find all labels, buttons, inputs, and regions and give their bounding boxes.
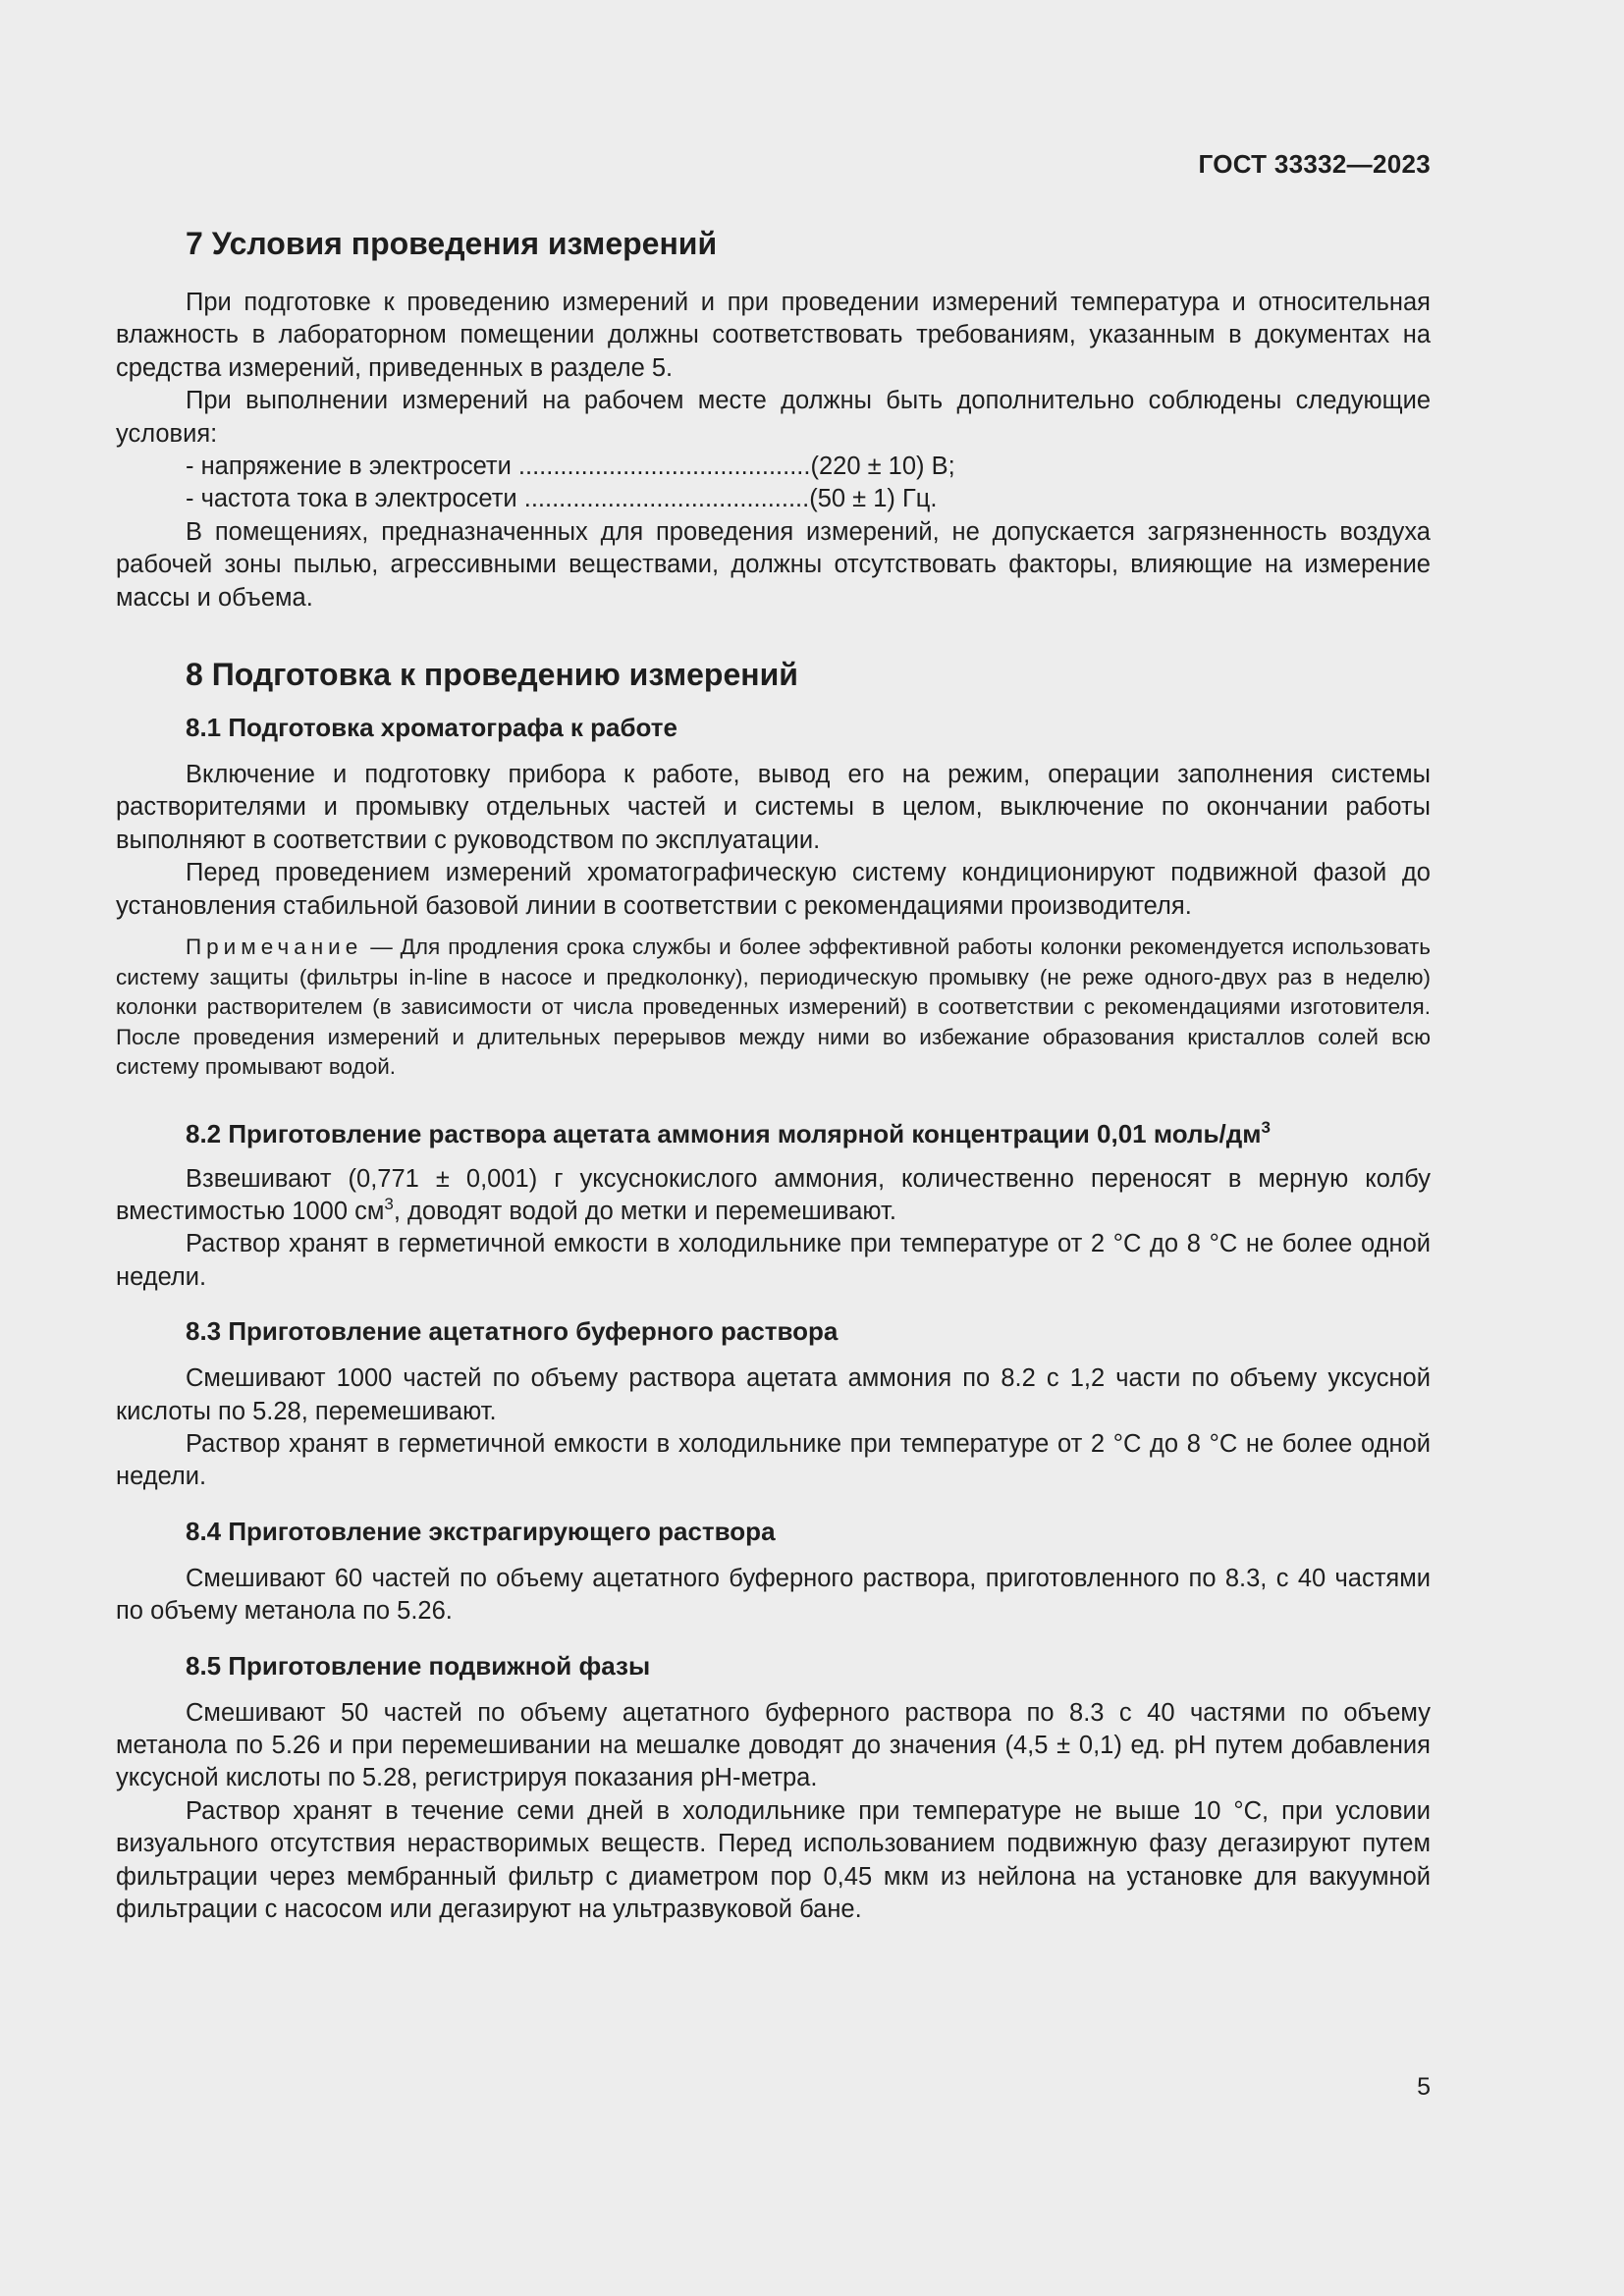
document-id-header: ГОСТ 33332—2023	[1198, 149, 1431, 179]
page-number: 5	[1417, 2073, 1431, 2101]
subsection-8-1-paragraph-1: Включение и подготовку прибора к работе, вывод его на режим, операции заполнения системы растворителями и промывку отдельных частей и системы в целом, выключение по окончании работы выполняют в соответствии с руководством по эксплуатации.	[116, 761, 1431, 854]
section-7-paragraph-2: При выполнении измерений на рабочем месте должны быть дополнительно соблюдены следующие условия:	[116, 387, 1431, 448]
subsection-8-3-paragraph-2: Раствор хранят в герметичной емкости в холодильнике при температуре от 2 °С до 8 °С не более одной недели.	[116, 1430, 1431, 1491]
note-label: Примечание	[186, 934, 363, 960]
subsection-8-2-paragraph-1	[116, 1163, 1431, 1229]
subsection-8-1-paragraph-2: Перед проведением измерений хроматографическую систему кондиционируют подвижной фазой до установления стабильной базовой линии в соответствии с рекомендациями производителя.	[116, 859, 1431, 920]
section-7-paragraph-1: При подготовке к проведению измерений и при проведении измерений температура и относительная влажность в лабораторном помещении должны соответствовать требованиям, указанным в документах на средства измерений, приведенных в разделе 5.	[116, 289, 1431, 382]
subsection-8-2-paragraph-1-part-a: Взвешивают (0,771 ± 0,001) г уксуснокислого аммония, количественно переносят в мерную колбу вместимостью 1000 см	[116, 1164, 1431, 1225]
subsection-8-2-title-text: 8.2 Приготовление раствора ацетата аммония молярной концентрации 0,01 моль/дм	[186, 1118, 1262, 1148]
section-7-paragraph-3: В помещениях, предназначенных для проведения измерений, не допускается загрязненность воздуха рабочей зоны пылью, агрессивными веществами, должны отсутствовать факторы, влияющие на измерение массы и объема.	[116, 517, 1431, 612]
subsection-8-3-paragraph-1: Смешивают 1000 частей по объему раствора ацетата аммония по 8.2 с 1,2 части по объему уксусной кислоты по 5.28, перемешивают.	[116, 1364, 1431, 1425]
subsection-8-1-note	[116, 933, 1431, 1083]
subsection-8-1-title: 8.1 Подготовка хроматографа к работе	[186, 713, 677, 743]
page-content	[116, 222, 1431, 1927]
subsection-8-2-paragraph-1-superscript: 3	[384, 1195, 394, 1213]
subsection-8-4-title: 8.4 Приготовление экстрагирующего раствора	[186, 1516, 776, 1546]
subsection-8-2-title	[116, 1116, 1431, 1151]
condition-voltage: - напряжение в электросети ..........................................(220 ± 10) В;	[186, 453, 955, 481]
subsection-8-2-paragraph-2: Раствор хранят в герметичной емкости в холодильнике при температуре от 2 °С до 8 °С не более одной недели.	[116, 1230, 1431, 1291]
note-text: — Для продления срока службы и более эффективной работы колонки рекомендуется использовать систему защиты (фильтры in-line в насосе и предколонку), периодическую промывку (не реже одного-двух раз в неделю) колонки растворителем (в зависимости от числа проведенных измерений) в соответствии с рекомендациями изготовителя. После проведения измерений и длительных перерывов между ними во избежание образования кристаллов солей всю систему промывают водой.	[116, 934, 1431, 1080]
section-7-title: 7 Условия проведения измерений	[186, 226, 718, 261]
section-8-title: 8 Подготовка к проведению измерений	[186, 657, 798, 693]
subsection-8-2-paragraph-1-part-b: , доводят водой до метки и перемешивают.	[393, 1198, 896, 1225]
subsection-8-2-title-superscript: 3	[1261, 1117, 1271, 1137]
subsection-8-5-paragraph-1: Смешивают 50 частей по объему ацетатного буферного раствора по 8.3 с 40 частями по объему метанола по 5.26 и при перемешивании на мешалке доводят до значения (4,5 ± 0,1) ед. pH путем добавления уксусной кислоты по 5.28, регистрируя показания pH-метра.	[116, 1698, 1431, 1792]
condition-frequency: - частота тока в электросети .........................................(50 ± 1) Гц.	[186, 485, 938, 513]
subsection-8-4-paragraph-1: Смешивают 60 частей по объему ацетатного буферного раствора, приготовленного по 8.3, с 40 частями по объему метанола по 5.26.	[116, 1564, 1431, 1626]
subsection-8-5-title: 8.5 Приготовление подвижной фазы	[186, 1650, 651, 1681]
subsection-8-3-title: 8.3 Приготовление ацетатного буферного раствора	[186, 1316, 839, 1347]
subsection-8-5-paragraph-2: Раствор хранят в течение семи дней в холодильнике при температуре не выше 10 °С, при условии визуального отсутствия нерастворимых веществ. Перед использованием подвижную фазу дегазируют путем фильтрации через мембранный фильтр с диаметром пор 0,45 мкм из нейлона на установке для вакуумной фильтрации с насосом или дегазируют на ультразвуковой бане.	[116, 1796, 1431, 1924]
